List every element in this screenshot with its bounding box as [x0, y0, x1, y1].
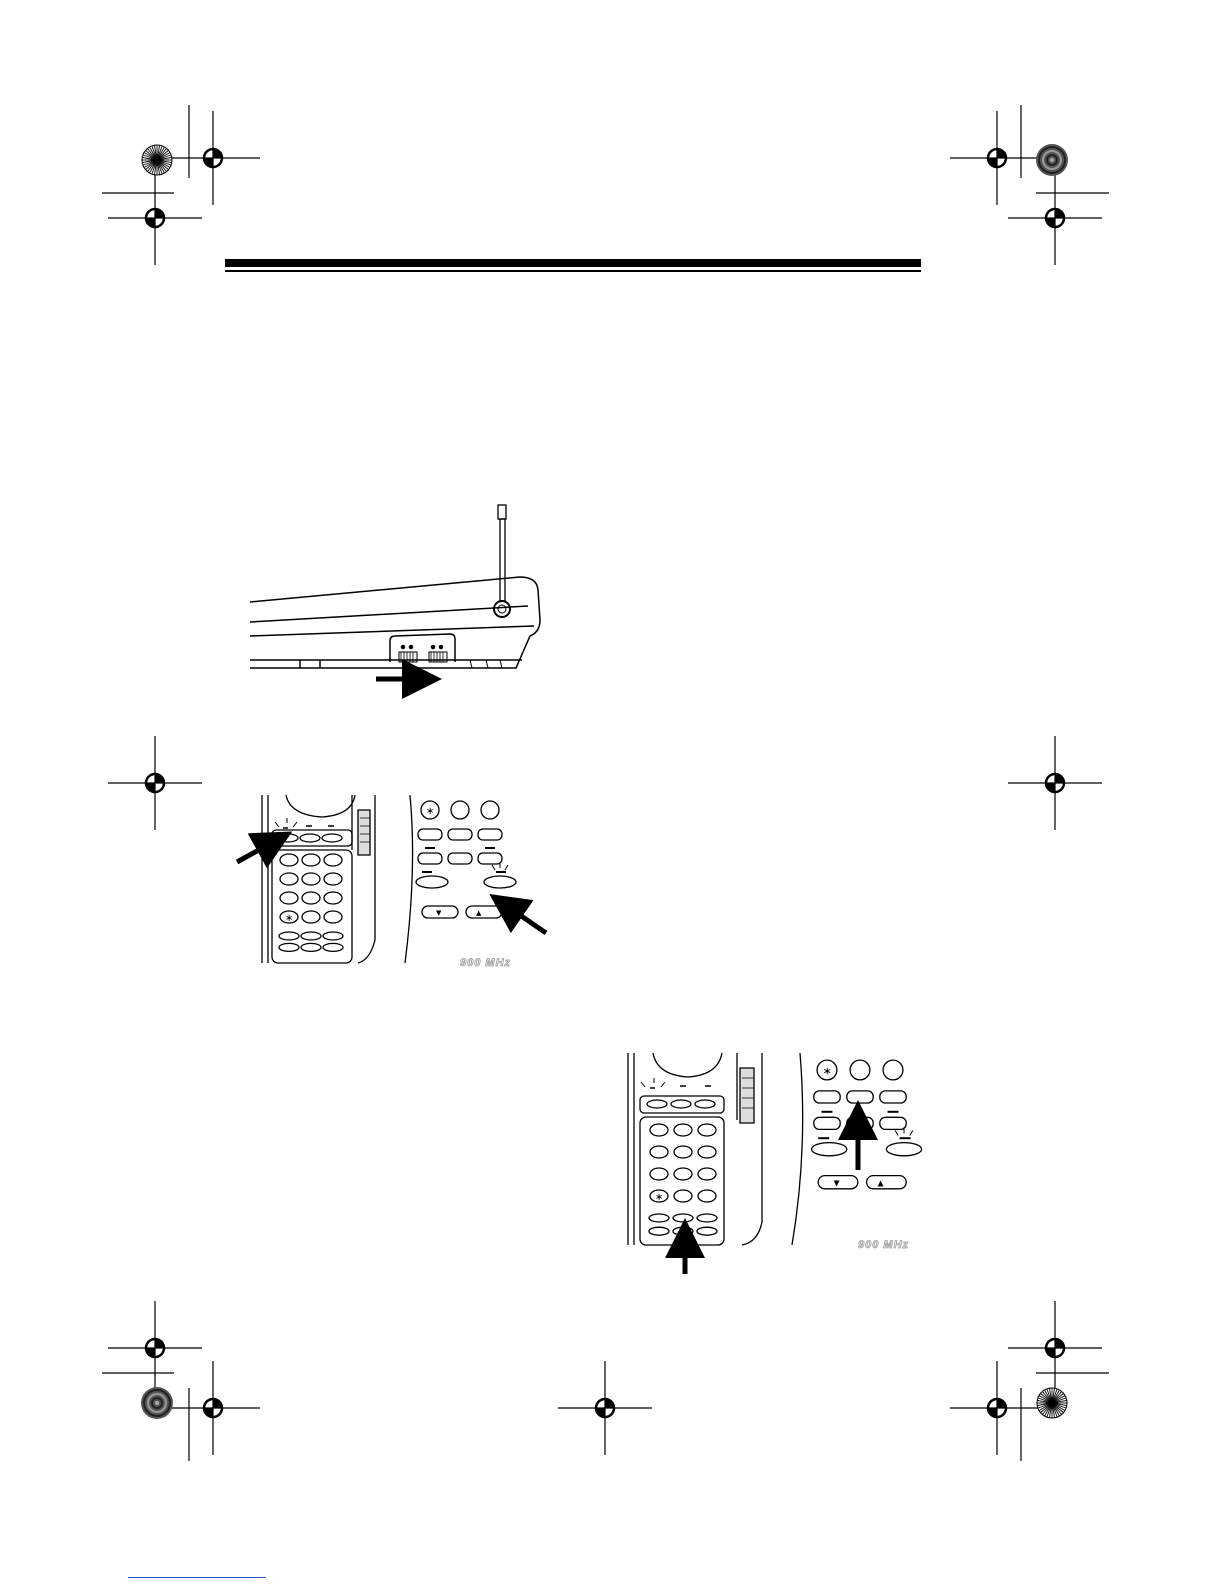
- keypad-key: [697, 1214, 717, 1222]
- keypad-key: [323, 943, 343, 951]
- base-button: [814, 1091, 840, 1103]
- base-button: [418, 829, 442, 840]
- starburst-registration-icon: [142, 145, 1067, 1418]
- base-button: [448, 829, 472, 840]
- model-label: 900 MHz: [858, 1239, 910, 1251]
- keypad-key: [280, 873, 298, 885]
- svg-text:▼: ▼: [833, 1178, 840, 1188]
- base-button: [448, 853, 472, 864]
- keypad-key: [673, 1214, 693, 1222]
- handset-keypad-and-base-panel: [262, 795, 516, 963]
- keypad-key: [649, 1227, 669, 1235]
- svg-text:∗: ∗: [285, 913, 294, 924]
- color-bar-registration-icon: [141, 144, 1068, 1419]
- keypad-key: [650, 1168, 668, 1180]
- keypad-key: [698, 1124, 716, 1136]
- keypad-key: [674, 1190, 692, 1202]
- keypad-key: [301, 943, 321, 951]
- keypad-key: [302, 892, 320, 904]
- base-button: [481, 801, 499, 819]
- keypad-key: [649, 1214, 669, 1222]
- keypad-key: [302, 911, 320, 923]
- base-button: [812, 1143, 847, 1156]
- svg-text:∗: ∗: [655, 1192, 664, 1203]
- keypad-key: [697, 1227, 717, 1235]
- keypad-key: [279, 932, 299, 940]
- keypad-key: [674, 1124, 692, 1136]
- volume-up-button: [466, 906, 502, 918]
- base-button: [814, 1117, 840, 1129]
- svg-text:▼: ▼: [436, 909, 442, 917]
- keypad-key: [302, 873, 320, 885]
- keypad-key: [650, 1146, 668, 1158]
- keypad-key: [301, 932, 321, 940]
- keypad-key: [698, 1190, 716, 1202]
- arrow-icon: [514, 911, 546, 933]
- keypad-key: [324, 854, 342, 866]
- keypad-key: [324, 911, 342, 923]
- bottom-link-underline: [128, 1577, 266, 1578]
- antenna-icon: [494, 505, 510, 617]
- keypad-key: [698, 1168, 716, 1180]
- base-button: [418, 853, 442, 864]
- base-button: [886, 1143, 921, 1156]
- keypad-key: [280, 854, 298, 866]
- crop-marks: [102, 105, 1109, 1461]
- keypad-key: [698, 1146, 716, 1158]
- header-rule: [225, 259, 921, 272]
- keypad-key: [279, 943, 299, 951]
- svg-text:▲: ▲: [476, 909, 482, 917]
- base-button: [416, 876, 448, 888]
- keypad-key: [650, 1124, 668, 1136]
- model-label: 900 MHz: [460, 957, 512, 969]
- base-button: [850, 1060, 870, 1080]
- keypad-key: [324, 873, 342, 885]
- svg-text:∗: ∗: [426, 806, 435, 817]
- base-unit-side-view: [250, 505, 540, 668]
- base-button: [883, 1060, 903, 1080]
- base-button: [484, 876, 516, 888]
- base-button: [478, 829, 502, 840]
- base-button: [880, 1117, 906, 1129]
- svg-text:▲: ▲: [877, 1178, 884, 1188]
- keypad-key: [280, 892, 298, 904]
- base-button: [847, 1117, 873, 1129]
- keypad-key: [323, 932, 343, 940]
- crosshair-registration-icon: [108, 111, 1102, 1455]
- keypad-key: [673, 1227, 693, 1235]
- svg-text:∗: ∗: [822, 1064, 832, 1078]
- handset-keypad-and-base-panel: [628, 1053, 922, 1245]
- base-button: [880, 1091, 906, 1103]
- base-button: [478, 853, 502, 864]
- keypad-key: [302, 854, 320, 866]
- keypad-key: [674, 1146, 692, 1158]
- base-button: [451, 801, 469, 819]
- volume-up-button: [867, 1176, 907, 1189]
- base-button: [847, 1091, 873, 1103]
- keypad-key: [674, 1168, 692, 1180]
- keypad-key: [324, 892, 342, 904]
